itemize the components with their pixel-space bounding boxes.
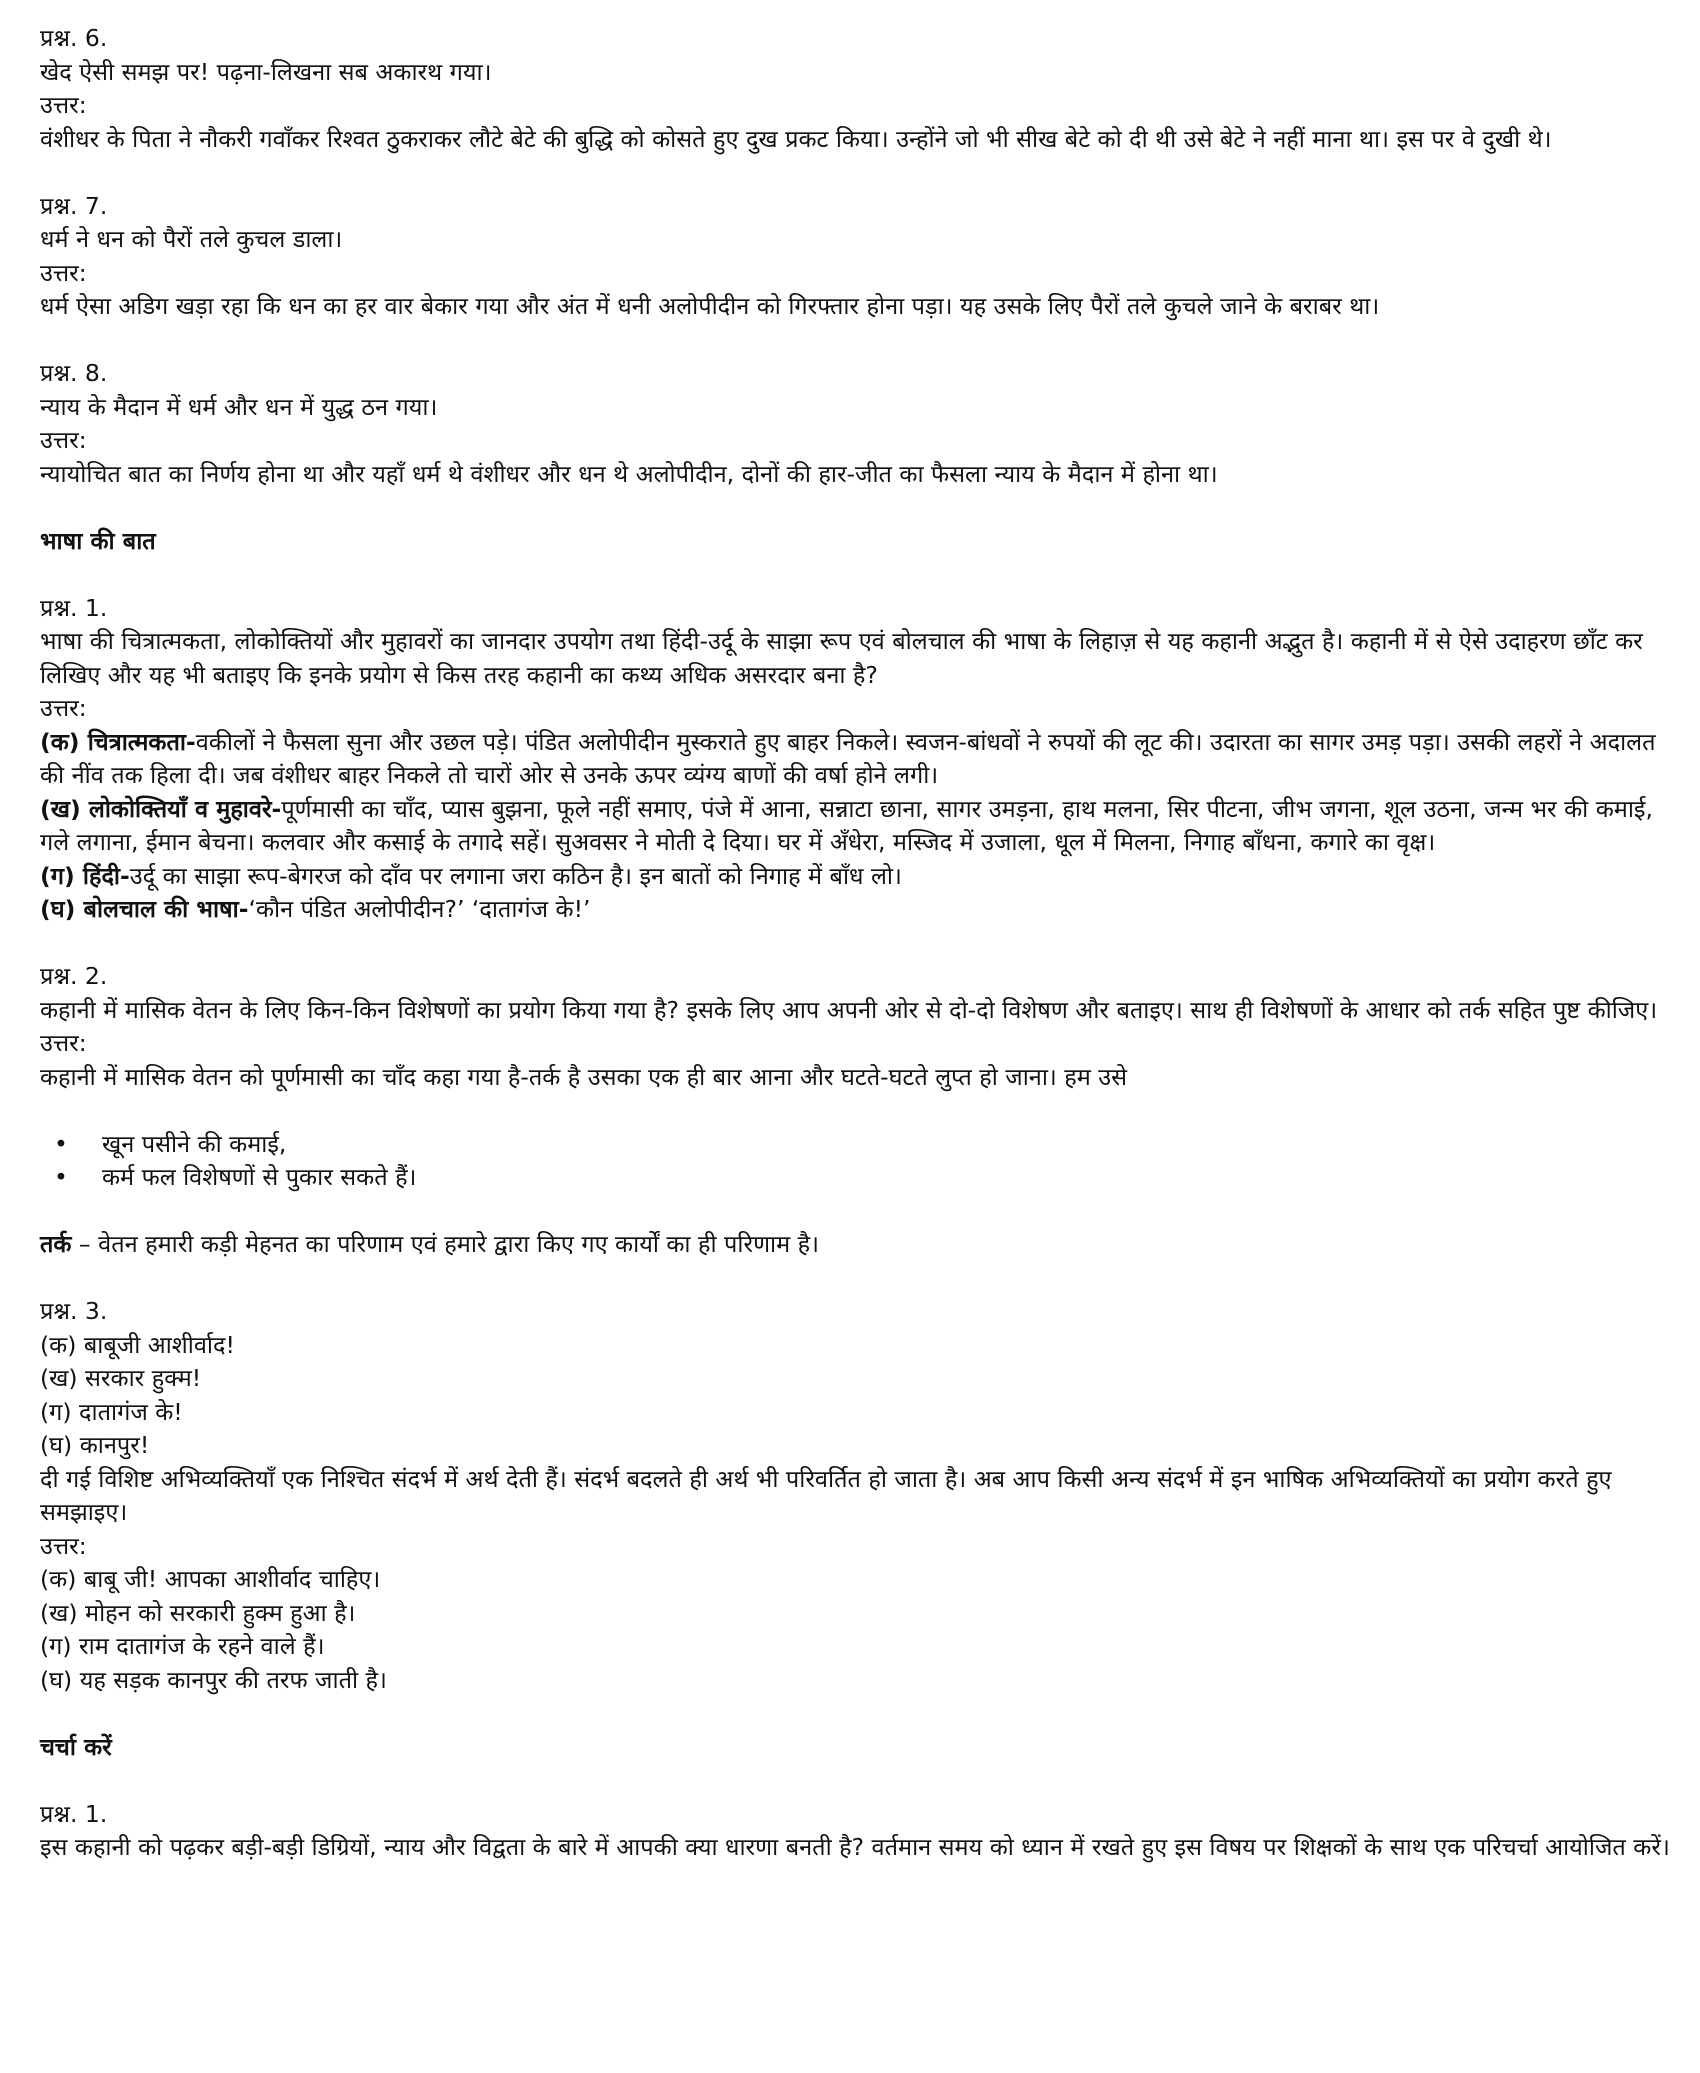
answer-label: उत्तर: <box>40 1029 87 1057</box>
answer-part-text: वकीलों ने फैसला सुना और उछल पड़े। पंडित अलोपीदीन मुस्कराते हुए बाहर निकले। स्वजन-बांधवों ने रुपयों की लूट की। उदारता का सागर उमड़ पड़ा। उसकी लहरों ने अदालत की नींव तक हिला दी। जब वंशीधर बाहर निकले तो चारों ओर से उनके ऊपर व्यंग्य बाणों की वर्षा होने लगी। <box>40 727 1656 789</box>
expression-item: (ख) सरकार हुक्म! <box>40 1364 202 1392</box>
bhasha-question-1 <box>40 592 1670 927</box>
answer-part-heading: (क) चित्रात्मकता- <box>40 727 196 756</box>
question-text: इस कहानी को पढ़कर बड़ी-बड़ी डिग्रियों, न्याय और विद्वता के बारे में आपकी क्या धारणा बनती है? वर्तमान समय को ध्यान में रखते हुए इस विषय पर शिक्षकों के साथ एक परिचर्चा आयोजित करें। <box>40 1833 1670 1861</box>
answer-text: धर्म ऐसा अडिग खड़ा रहा कि धन का हर वार बेकार गया और अंत में धनी अलोपीदीन को गिरफ्तार होना पड़ा। यह उसके लिए पैरों तले कुचले जाने के बराबर था। <box>40 292 1380 320</box>
answer-part-text: ‘कौन पंडित अलोपीदीन?’ ‘दातागंज के!’ <box>248 895 591 923</box>
answer-label: उत्तर: <box>40 258 87 287</box>
answer-label: उत्तर: <box>40 694 87 722</box>
expression-item: (क) बाबूजी आशीर्वाद! <box>40 1330 235 1359</box>
bullet-icon: • <box>54 1163 68 1191</box>
question-label: प्रश्न. 7. <box>40 191 108 220</box>
question-label: प्रश्न. 6. <box>40 24 108 52</box>
reasoning <box>40 1228 1670 1262</box>
question-text: कहानी में मासिक वेतन के लिए किन-किन विशेषणों का प्रयोग किया गया है? इसके लिए आप अपनी ओर से दो-दो विशेषण और बताइए। साथ ही विशेषणों के आधार को तर्क सहित पुष्ट कीजिए। <box>40 995 1658 1024</box>
charcha-question-1 <box>40 1798 1670 1865</box>
reasoning-heading: तर्क <box>40 1230 72 1258</box>
bhasha-question-2 <box>40 960 1670 1262</box>
question-label: प्रश्न. 2. <box>40 962 108 990</box>
answer-part-ka <box>40 726 1670 793</box>
question-label: प्रश्न. 1. <box>40 593 108 622</box>
list-item <box>40 1161 1670 1195</box>
answer-item: (क) बाबू जी! आपका आशीर्वाद चाहिए। <box>40 1565 381 1593</box>
answer-part-heading: (ग) हिंदी- <box>40 861 130 890</box>
question-label: प्रश्न. 3. <box>40 1297 108 1325</box>
question-text: दी गई विशिष्ट अभिव्यक्तियाँ एक निश्चित संदर्भ में अर्थ देती हैं। संदर्भ बदलते ही अर्थ भी परिवर्तित हो जाता है। अब आप किसी अन्य संदर्भ में इन भाषिक अभिव्यक्तियों का प्रयोग करते हुए समझाइए। <box>40 1464 1612 1526</box>
question-text: खेद ऐसी समझ पर! पढ़ना-लिखना सब अकारथ गया। <box>40 57 492 86</box>
answer-part-text: पूर्णमासी का चाँद, प्यास बुझना, फूले नहीं समाए, पंजे में आना, सन्नाटा छाना, सागर उमड़ना, हाथ मलना, सिर पीटना, जीभ जगना, शूल उठना, जन्म भर की कमाई, गले लगाना, ईमान बेचना। कलवार और कसाई के तगादे सहें। सुअवसर ने मोती दे दिया। घर में अँधेरा, मस्जिद में उजाला, धूल में मिलना, निगाह बाँधना, कगारे का वृक्ष। <box>40 794 1653 856</box>
answer-label: उत्तर: <box>40 91 87 119</box>
bhasha-question-3 <box>40 1295 1670 1697</box>
answer-text: न्यायोचित बात का निर्णय होना था और यहाँ धर्म थे वंशीधर और धन थे अलोपीदीन, दोनों की हार-जीत का फैसला न्याय के मैदान में होना था। <box>40 459 1218 488</box>
bullet-icon: • <box>54 1129 68 1158</box>
answer-part-gha <box>40 893 1670 927</box>
section-heading-bhasha: भाषा की बात <box>40 526 156 555</box>
question-text: न्याय के मैदान में धर्म और धन में युद्ध ठन गया। <box>40 392 438 421</box>
question-label: प्रश्न. 1. <box>40 1799 108 1828</box>
answer-label: उत्तर: <box>40 426 87 454</box>
list-item <box>40 1128 1670 1162</box>
question-6 <box>40 22 1670 156</box>
answer-part-heading: (घ) बोलचाल की भाषा- <box>40 895 249 923</box>
section-heading-charcha: चर्चा करें <box>40 1732 112 1761</box>
question-text: भाषा की चित्रात्मकता, लोकोक्तियों और मुहावरों का जानदार उपयोग तथा हिंदी-उर्दू के साझा रूप एवं बोलचाल की भाषा के लिहाज़ से यह कहानी अद्भुत है। कहानी में से ऐसे उदाहरण छाँट कर लिखिए और यह भी बताइए कि इनके प्रयोग से किस तरह कहानी का कथ्य अधिक असरदार बना है? <box>40 627 1643 689</box>
question-label: प्रश्न. 8. <box>40 359 108 387</box>
list-item-text: कर्म फल विशेषणों से पुकार सकते हैं। <box>102 1163 417 1191</box>
question-8 <box>40 357 1670 491</box>
answer-item: (घ) यह सड़क कानपुर की तरफ जाती है। <box>40 1665 387 1694</box>
answer-label: उत्तर: <box>40 1531 87 1560</box>
reasoning-text: – वेतन हमारी कड़ी मेहनत का परिणाम एवं हमारे द्वारा किए गए कार्यों का ही परिणाम है। <box>71 1230 820 1258</box>
list-item-text: खून पसीने की कमाई, <box>102 1129 287 1158</box>
expression-item: (ग) दातागंज के! <box>40 1397 183 1426</box>
answer-text: वंशीधर के पिता ने नौकरी गवाँकर रिश्वत ठुकराकर लौटे बेटे की बुद्धि को कोसते हुए दुख प्रकट किया। उन्होंने जो भी सीख बेटे को दी थी उसे बेटे ने नहीं माना था। इस पर वे दुखी थे। <box>40 124 1552 153</box>
answer-item: (ग) राम दातागंज के रहने वाले हैं। <box>40 1632 325 1660</box>
document-page <box>40 22 1670 1865</box>
question-7 <box>40 190 1670 324</box>
bullet-list <box>40 1128 1670 1195</box>
question-text: धर्म ने धन को पैरों तले कुचल डाला। <box>40 225 343 253</box>
answer-part-text: उर्दू का साझा रूप-बेगरज को दाँव पर लगाना जरा कठिन है। इन बातों को निगाह में बाँध लो। <box>129 861 902 890</box>
answer-part-heading: (ख) लोकोक्तियाँ व मुहावरे- <box>40 794 282 823</box>
answer-part-ga <box>40 860 1670 894</box>
answer-item: (ख) मोहन को सरकारी हुक्म हुआ है। <box>40 1598 356 1627</box>
answer-part-kha <box>40 793 1670 860</box>
expression-item: (घ) कानपुर! <box>40 1431 150 1459</box>
answer-text: कहानी में मासिक वेतन को पूर्णमासी का चाँद कहा गया है-तर्क है उसका एक ही बार आना और घटते-घटते लुप्त हो जाना। हम उसे <box>40 1062 1128 1091</box>
